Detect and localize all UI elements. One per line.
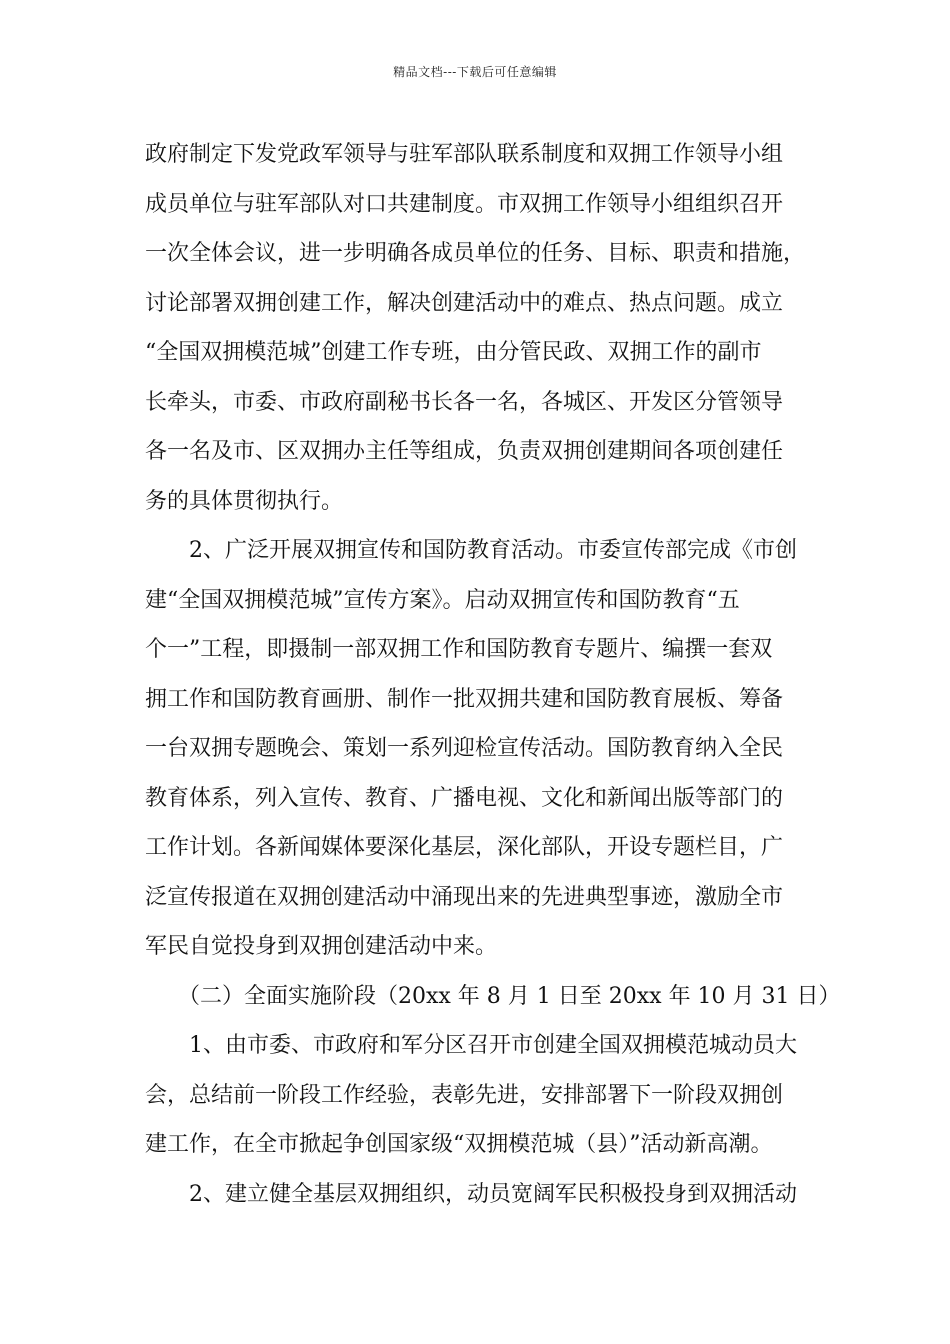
text-line: 1、由市委、市政府和军分区召开市创建全国双拥模范城动员大 — [145, 1033, 797, 1058]
document-body — [145, 130, 841, 1219]
text-line: 拥工作和国防教育画册、制作一批双拥共建和国防教育展板、筹备 — [145, 686, 784, 712]
text-line: 会，总结前一阶段工作经验，表彰先进，安排部署下一阶段双拥创 — [145, 1082, 784, 1108]
page-header: 精品文档---下载后可任意编辑 — [393, 65, 557, 79]
text-line: 军民自觉投身到双拥创建活动中来。 — [145, 934, 498, 959]
text-line: 2、广泛开展双拥宣传和国防教育活动。市委宣传部完成《市创 — [145, 538, 797, 563]
text-line: 讨论部署双拥创建工作，解决创建活动中的难点、热点问题。成立 — [145, 290, 784, 316]
text-line: 工作计划。各新闻媒体要深化基层，深化部队，开设专题栏目，广 — [145, 835, 784, 860]
text-line: 个一”工程，即摄制一部双拥工作和国防教育专题片、编撰一套双 — [145, 637, 773, 662]
text-line: 成员单位与驻军部队对口共建制度。市双拥工作领导小组组织召开 — [145, 191, 784, 217]
text-line: 建“全国双拥模范城”宣传方案》。启动双拥宣传和国防教育“五 — [145, 587, 740, 613]
text-line: 泛宣传报道在双拥创建活动中涌现出来的先进典型事迹，激励全市 — [145, 884, 784, 910]
text-line: 一次全体会议，进一步明确各成员单位的任务、目标、职责和措施， — [145, 241, 806, 266]
section-heading: （二）全面实施阶段（20xx 年 8 月 1 日至 20xx 年 10 月 31 日） — [145, 983, 841, 1009]
text-line: 2、建立健全基层双拥组织，动员宽阔军民积极投身到双拥活动 — [145, 1181, 797, 1207]
text-line: “全国双拥模范城”创建工作专班，由分管民政、双拥工作的副市 — [145, 340, 762, 365]
text-line: 一台双拥专题晚会、策划一系列迎检宣传活动。国防教育纳入全民 — [145, 736, 784, 761]
text-line: 教育体系，列入宣传、教育、广播电视、文化和新闻出版等部门的 — [145, 785, 784, 811]
text-line: 建工作，在全市掀起争创国家级“双拥模范城（县）”活动新高潮。 — [145, 1132, 773, 1157]
text-line: 长牵头，市委、市政府副秘书长各一名，各城区、开发区分管领导 — [145, 389, 784, 415]
text-line: 各一名及市、区双拥办主任等组成，负责双拥创建期间各项创建任 — [145, 439, 784, 464]
text-line: 务的具体贯彻执行。 — [145, 488, 344, 514]
text-line: 政府制定下发党政军领导与驻军部队联系制度和双拥工作领导小组 — [145, 142, 784, 167]
